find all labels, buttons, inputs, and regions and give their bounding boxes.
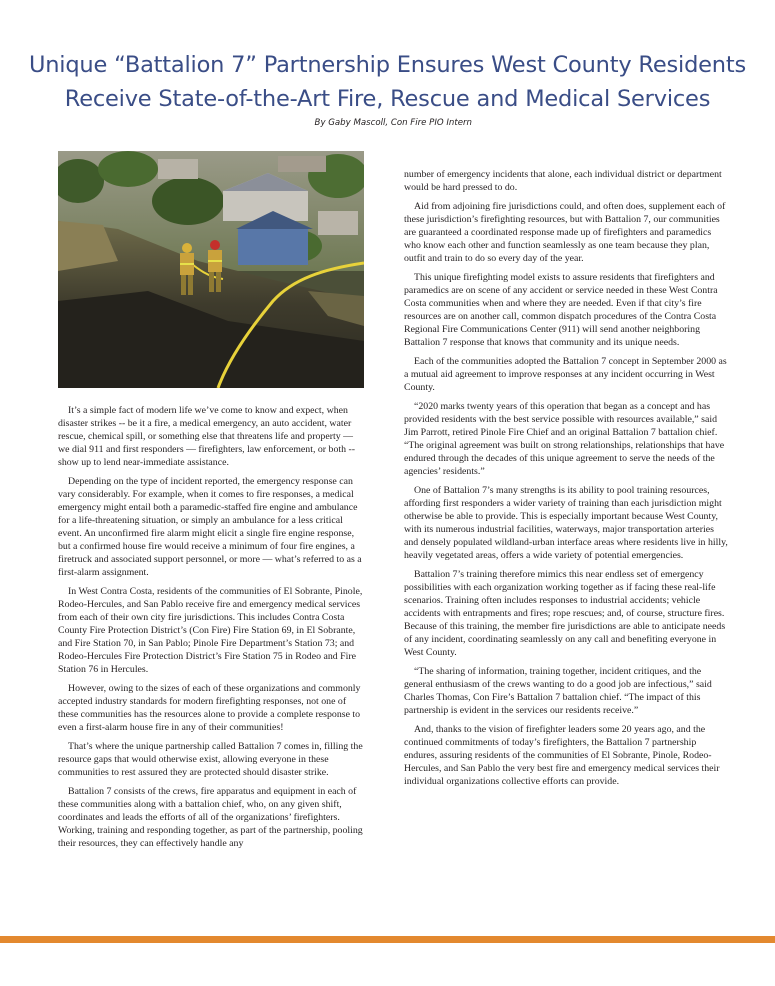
paragraph: That’s where the unique partnership called Battalion 7 comes in, filling the resource gaps that would otherwise exist, allowing everyone in these communities to rest assured they are protected should disaster strike.: [58, 741, 363, 779]
paragraph: “2020 marks twenty years of this operation that began as a concept and has provided residents with the best service possible with resources available,” said Jim Parrott, retired Pinole Fire Chief and an original Battalion 7 battalion chief. “The original agreement was built on strong relationships, relationships that have endured through the decades of this unique agreement to serve the needs of the agencies’ residents.”: [404, 400, 725, 478]
paragraph: And, thanks to the vision of firefighter leaders some 20 years ago, and the continued commitments of today’s firefighters, the Battalion 7 partnership endures, assuring residents of the communities of El Sobrante, Pinole, Rodeo-Hercules, and San Pablo the very best fire and emergency medical services their individual organizations collective efforts can provide.: [404, 724, 720, 788]
paragraph: One of Battalion 7’s many strengths is its ability to pool training resources, affording first responders a wider variety of training than each jurisdiction might otherwise be able to provide. This is especially important because West County, with its numerous industrial facilities, waterways, major transportation arteries and densely populated wildland-urban interface areas where residents live in hilly, heavily vegetated areas, offers a wide variety of potential emergencies.: [404, 485, 728, 562]
paragraph: Battalion 7’s training therefore mimics this near endless set of emergency possibilities with each organization working together as if facing these real-life scenarios. Training often includes responses to industrial accidents; vehicle accidents with entrapments and fires; rope rescues; and, of course, structure fires. Because of this training, the member fire jurisdictions are able to anticipate needs of any incident, coordinating seamlessly on any call and benefiting everyone in West County.: [404, 569, 726, 659]
paragraph: Battalion 7 consists of the crews, fire apparatus and equipment in each of these communities along with a battalion chief, who, on any given shift, coordinates and leads the efforts of all of the organizations’ firefighters. Working, training and responding together, as part of the partnership, pooling their resources, they can effectively handle any: [58, 786, 363, 850]
footer-rule: [0, 936, 775, 943]
article-headline: [0, 48, 775, 116]
paragraph: In West Contra Costa, residents of the communities of El Sobrante, Pinole, Rodeo-Hercules, and San Pablo receive fire and emergency medical services from each of their own city fire jurisdictions. This includes Contra Costa County Fire Protection District’s (Con Fire) Fire Station 69, in El Sobrante, and Fire Station 70, in San Pablo; Pinole Fire Department’s Station 73; and Rodeo-Hercules Fire Protection District’s Fire Station 75 in Rodeo and Fire Station 76 in Hercules.: [58, 586, 363, 676]
paragraph: Depending on the type of incident reported, the emergency response can vary considerably. For example, when it comes to fire responses, a medical emergency might entail both a paramedic-staffed fire engine and ambulance for a life-threatening situation, or simply an ambulance for a less critical event. An unconfirmed fire alarm might elicit a single fire engine response, but a confirmed house fire would receive a minimum of four fire engines, a firetruck and associated support personnel, or more — what’s referred to as a first-alarm assignment.: [58, 476, 362, 579]
paragraph: Aid from adjoining fire jurisdictions could, and often does, supplement each of these jurisdiction’s firefighting resources, but with Battalion 7, our communities are guaranteed a coordinated response made up of firefighters and paramedics who know each other and function seamlessly as one team because they plan, outfit and train to do so every day of the year.: [404, 200, 726, 265]
left-column: [58, 404, 364, 856]
byline: By Gaby Mascoll, Con Fire PIO Intern: [314, 118, 472, 128]
paragraph: Each of the communities adopted the Battalion 7 concept in September 2000 as a mutual aid agreement to improve responses at any incident occurring in West County.: [404, 356, 727, 394]
right-column: [404, 168, 728, 794]
firefighters-hillside-illustration: [58, 151, 364, 388]
headline-line-1: Unique “Battalion 7” Partnership Ensures West County Residents: [28, 52, 747, 78]
paragraph: “The sharing of information, training together, incident critiques, and the general enthusiasm of the crews wanting to do a good job are infectious,” said Charles Thomas, Con Fire’s Battalion 7 battalion chief. “The impact of this partnership is evident in the services our residents receive.”: [404, 666, 712, 717]
paragraph-continued: number of emergency incidents that alone, each individual district or department would be hard pressed to do.: [404, 169, 722, 194]
paragraph: It’s a simple fact of modern life we’ve come to know and expect, when disaster strikes -- be it a fire, a medical emergency, an auto accident, water rescue, chemical spill, or something else that threatens life and property — we dial 911 and first responders — firefighters, law enforcement, or both -- show up to lend near-immediate assistance.: [58, 405, 356, 469]
headline-line-2: Receive State-of-the-Art Fire, Rescue and Medical Services: [64, 86, 711, 112]
paragraph: This unique firefighting model exists to assure residents that firefighters and paramedics are on scene of any accident or service needed in these West Contra Costa communities when and where they are needed. Even if that city’s fire resources are on another call, common dispatch procedures of the Contra Costa Regional Fire Communications Center (911) will send another neighboring Battalion 7 response that knows that community and its unique needs.: [404, 271, 718, 349]
paragraph: However, owing to the sizes of each of these organizations and commonly accepted industry standards for modern firefighting responses, not one of these communities has the resources alone to provide a complete response to even a first-alarm house fire in any of their communities!: [58, 683, 361, 734]
firefighters-photo: [58, 151, 364, 388]
